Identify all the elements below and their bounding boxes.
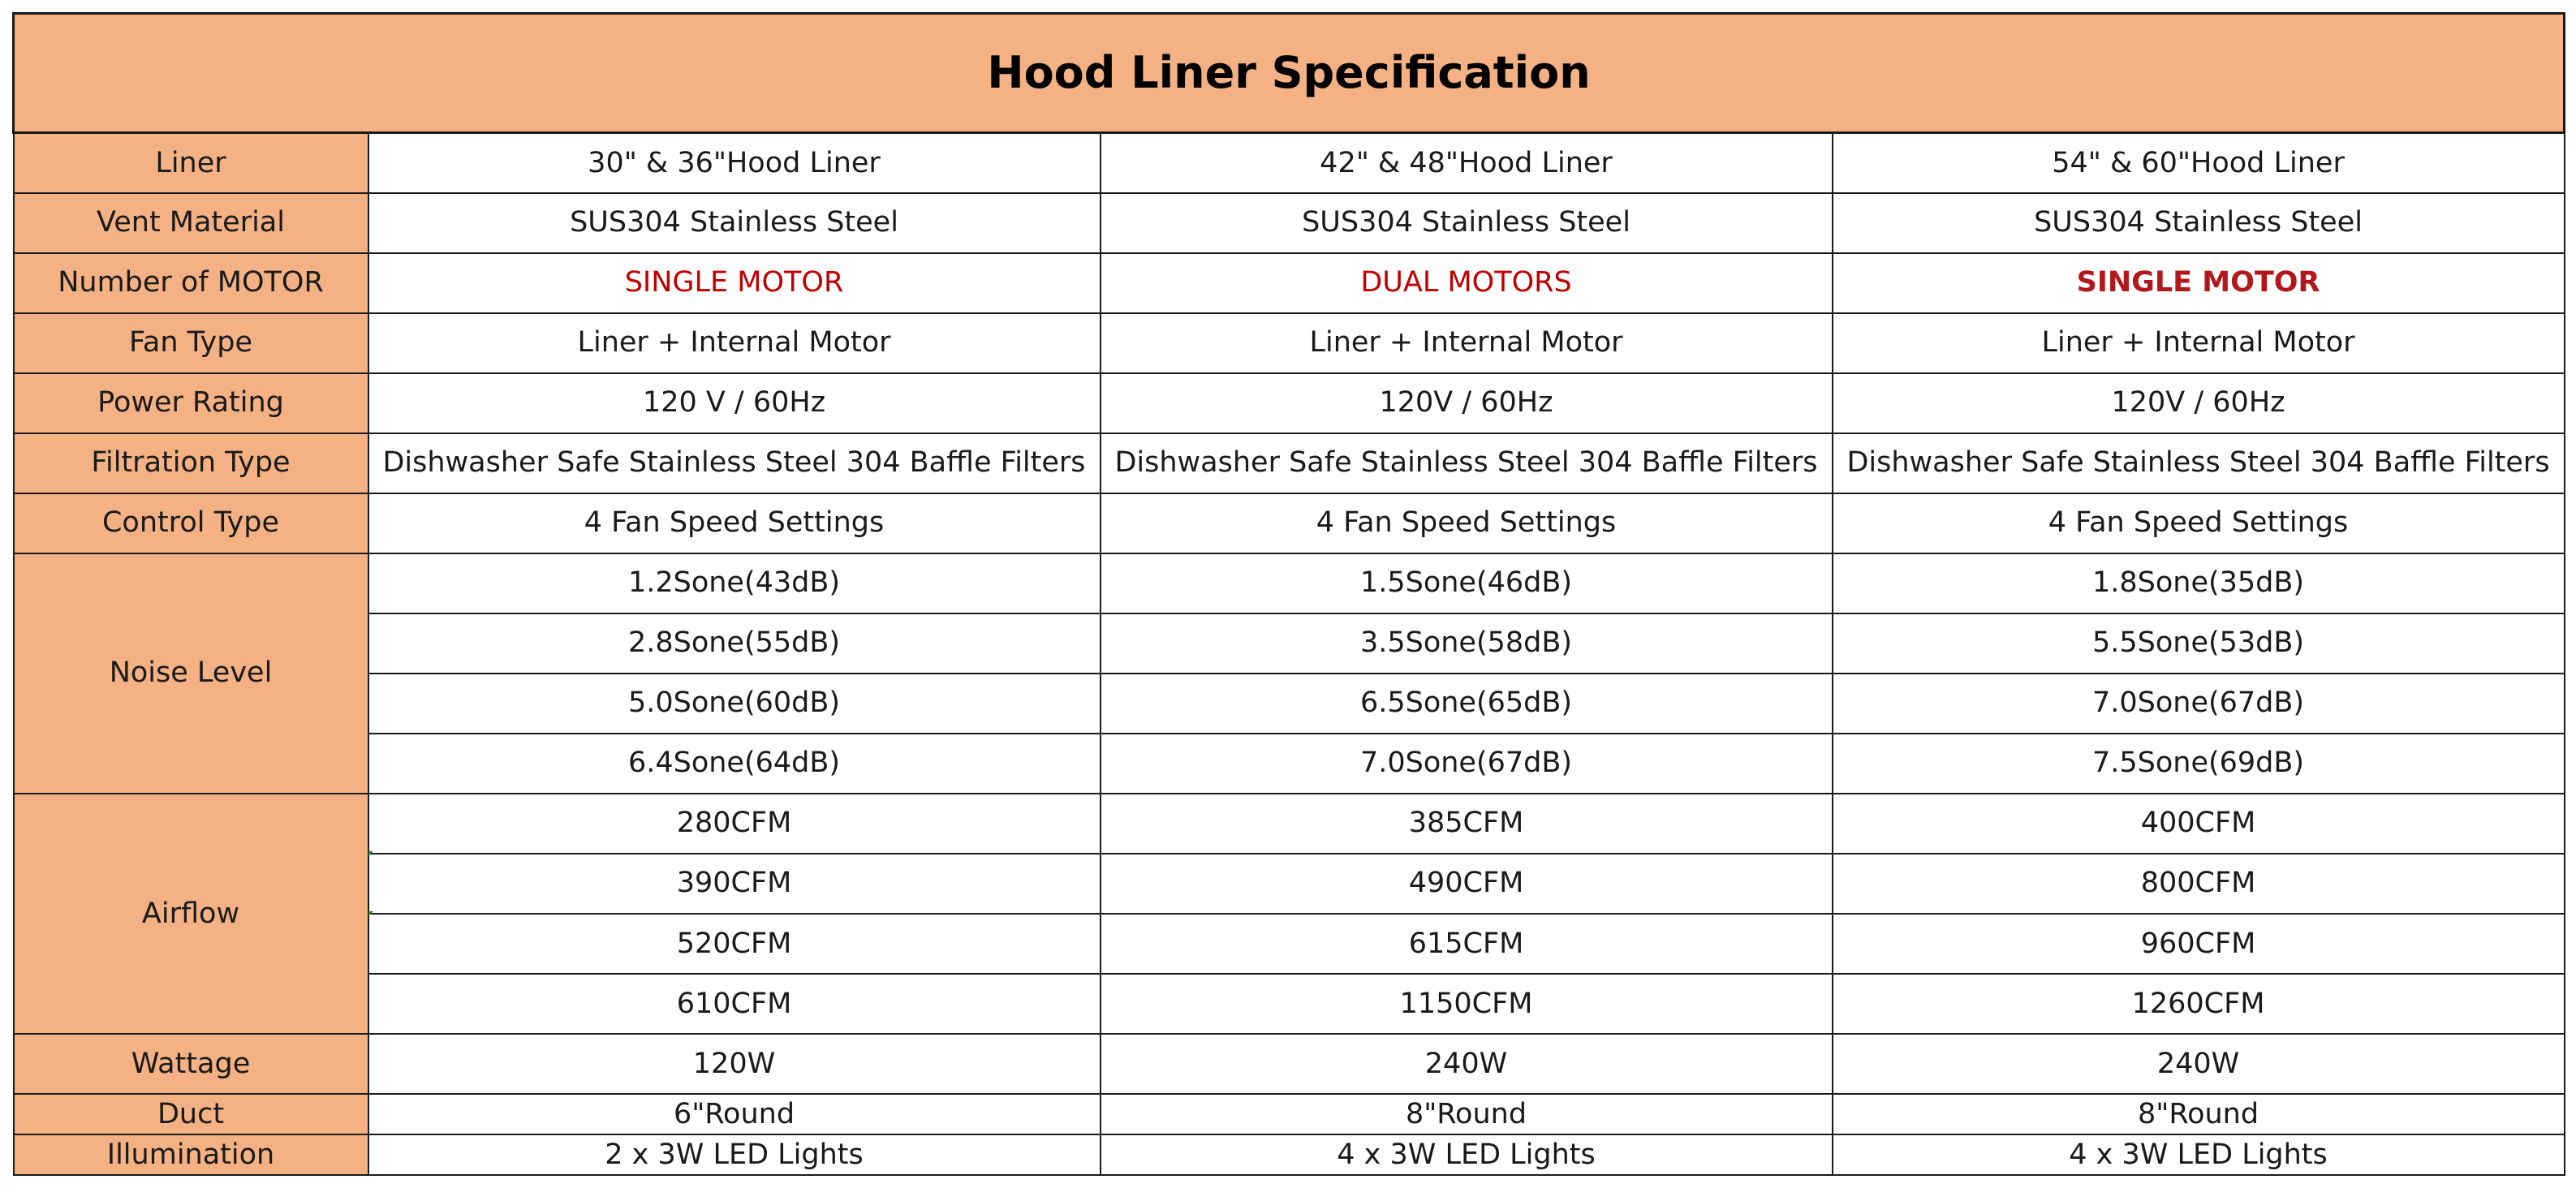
row-noise-1 bbox=[14, 553, 2565, 613]
cell-noise-3-2: 6.5Sone(65dB) bbox=[1101, 674, 1833, 734]
cell-noise-1-3: 1.8Sone(35dB) bbox=[1833, 553, 2565, 613]
cell-noise-2-3: 5.5Sone(53dB) bbox=[1833, 613, 2565, 674]
cell-liner-2: 42" & 48"Hood Liner bbox=[1101, 133, 1833, 193]
row-airflow-1 bbox=[14, 794, 2565, 854]
label-liner: Liner bbox=[14, 133, 368, 193]
cell-airflow-1-2: 385CFM bbox=[1101, 794, 1833, 854]
cell-airflow-2-3: 800CFM bbox=[1833, 854, 2565, 914]
row-noise-4 bbox=[14, 734, 2565, 794]
row-wattage bbox=[14, 1034, 2565, 1094]
cell-control-1: 4 Fan Speed Settings bbox=[368, 493, 1101, 553]
cell-noise-2-2: 3.5Sone(58dB) bbox=[1101, 613, 1833, 674]
cell-vent-material-1: SUS304 Stainless Steel bbox=[368, 193, 1101, 253]
label-illumination: Illumination bbox=[14, 1134, 368, 1175]
label-vent-material: Vent Material bbox=[14, 193, 368, 253]
cell-airflow-3-3: 960CFM bbox=[1833, 914, 2565, 974]
table-title: Hood Liner Specification bbox=[14, 14, 2565, 133]
cell-vent-material-3: SUS304 Stainless Steel bbox=[1833, 193, 2565, 253]
cell-fan-type-1: Liner + Internal Motor bbox=[368, 313, 1101, 373]
row-fan-type bbox=[14, 313, 2565, 373]
label-airflow: Airflow bbox=[14, 794, 368, 1034]
label-motor: Number of MOTOR bbox=[14, 253, 368, 313]
cell-noise-2-1: 2.8Sone(55dB) bbox=[368, 613, 1101, 674]
row-filtration bbox=[14, 433, 2565, 493]
cell-illumination-3: 4 x 3W LED Lights bbox=[1833, 1134, 2565, 1175]
row-liner bbox=[14, 133, 2565, 193]
cell-motor-1: SINGLE MOTOR bbox=[368, 253, 1101, 313]
cell-noise-1-1: 1.2Sone(43dB) bbox=[368, 553, 1101, 613]
row-noise-3 bbox=[14, 674, 2565, 734]
cell-duct-2: 8"Round bbox=[1101, 1094, 1833, 1134]
cell-filtration-2: Dishwasher Safe Stainless Steel 304 Baffle Filters bbox=[1101, 433, 1833, 493]
cell-illumination-1: 2 x 3W LED Lights bbox=[368, 1134, 1101, 1175]
row-vent-material bbox=[14, 193, 2565, 253]
cell-vent-material-2: SUS304 Stainless Steel bbox=[1101, 193, 1833, 253]
cell-airflow-4-1: 610CFM bbox=[368, 974, 1101, 1034]
cell-wattage-1: 120W bbox=[368, 1034, 1101, 1094]
cell-control-3: 4 Fan Speed Settings bbox=[1833, 493, 2565, 553]
cell-noise-4-2: 7.0Sone(67dB) bbox=[1101, 734, 1833, 794]
cell-illumination-2: 4 x 3W LED Lights bbox=[1101, 1134, 1833, 1175]
cell-fan-type-3: Liner + Internal Motor bbox=[1833, 313, 2565, 373]
row-power bbox=[14, 373, 2565, 433]
cell-comment-marker bbox=[368, 851, 373, 856]
cell-filtration-1: Dishwasher Safe Stainless Steel 304 Baffle Filters bbox=[368, 433, 1101, 493]
cell-airflow-4-2: 1150CFM bbox=[1101, 974, 1833, 1034]
cell-power-1: 120 V / 60Hz bbox=[368, 373, 1101, 433]
cell-airflow-3-1: 520CFM bbox=[368, 914, 1101, 974]
cell-airflow-4-3: 1260CFM bbox=[1833, 974, 2565, 1034]
spec-table bbox=[12, 12, 2565, 1176]
row-airflow-4 bbox=[14, 974, 2565, 1034]
cell-noise-4-1: 6.4Sone(64dB) bbox=[368, 734, 1101, 794]
cell-comment-marker bbox=[368, 911, 373, 916]
cell-airflow-2-1: 390CFM bbox=[368, 854, 1101, 914]
label-noise: Noise Level bbox=[14, 553, 368, 794]
cell-liner-1: 30" & 36"Hood Liner bbox=[368, 133, 1101, 193]
cell-motor-3: SINGLE MOTOR bbox=[1833, 253, 2565, 313]
row-illumination bbox=[14, 1134, 2565, 1175]
row-noise-2 bbox=[14, 613, 2565, 674]
cell-noise-3-1: 5.0Sone(60dB) bbox=[368, 674, 1101, 734]
cell-airflow-1-1: 280CFM bbox=[368, 794, 1101, 854]
cell-power-2: 120V / 60Hz bbox=[1101, 373, 1833, 433]
row-airflow-2 bbox=[14, 854, 2565, 914]
cell-noise-1-2: 1.5Sone(46dB) bbox=[1101, 553, 1833, 613]
cell-filtration-3: Dishwasher Safe Stainless Steel 304 Baffle Filters bbox=[1833, 433, 2565, 493]
title-row bbox=[14, 14, 2565, 133]
label-control: Control Type bbox=[14, 493, 368, 553]
cell-wattage-2: 240W bbox=[1101, 1034, 1833, 1094]
row-motor bbox=[14, 253, 2565, 313]
cell-wattage-3: 240W bbox=[1833, 1034, 2565, 1094]
label-duct: Duct bbox=[14, 1094, 368, 1134]
cell-airflow-3-2: 615CFM bbox=[1101, 914, 1833, 974]
cell-noise-3-3: 7.0Sone(67dB) bbox=[1833, 674, 2565, 734]
row-airflow-3 bbox=[14, 914, 2565, 974]
cell-fan-type-2: Liner + Internal Motor bbox=[1101, 313, 1833, 373]
label-filtration: Filtration Type bbox=[14, 433, 368, 493]
label-power: Power Rating bbox=[14, 373, 368, 433]
cell-airflow-1-3: 400CFM bbox=[1833, 794, 2565, 854]
label-fan-type: Fan Type bbox=[14, 313, 368, 373]
row-control bbox=[14, 493, 2565, 553]
cell-motor-2: DUAL MOTORS bbox=[1101, 253, 1833, 313]
cell-airflow-2-2: 490CFM bbox=[1101, 854, 1833, 914]
cell-power-3: 120V / 60Hz bbox=[1833, 373, 2565, 433]
cell-control-2: 4 Fan Speed Settings bbox=[1101, 493, 1833, 553]
row-duct bbox=[14, 1094, 2565, 1134]
cell-noise-4-3: 7.5Sone(69dB) bbox=[1833, 734, 2565, 794]
cell-duct-1: 6"Round bbox=[368, 1094, 1101, 1134]
label-wattage: Wattage bbox=[14, 1034, 368, 1094]
cell-duct-3: 8"Round bbox=[1833, 1094, 2565, 1134]
cell-liner-3: 54" & 60"Hood Liner bbox=[1833, 133, 2565, 193]
